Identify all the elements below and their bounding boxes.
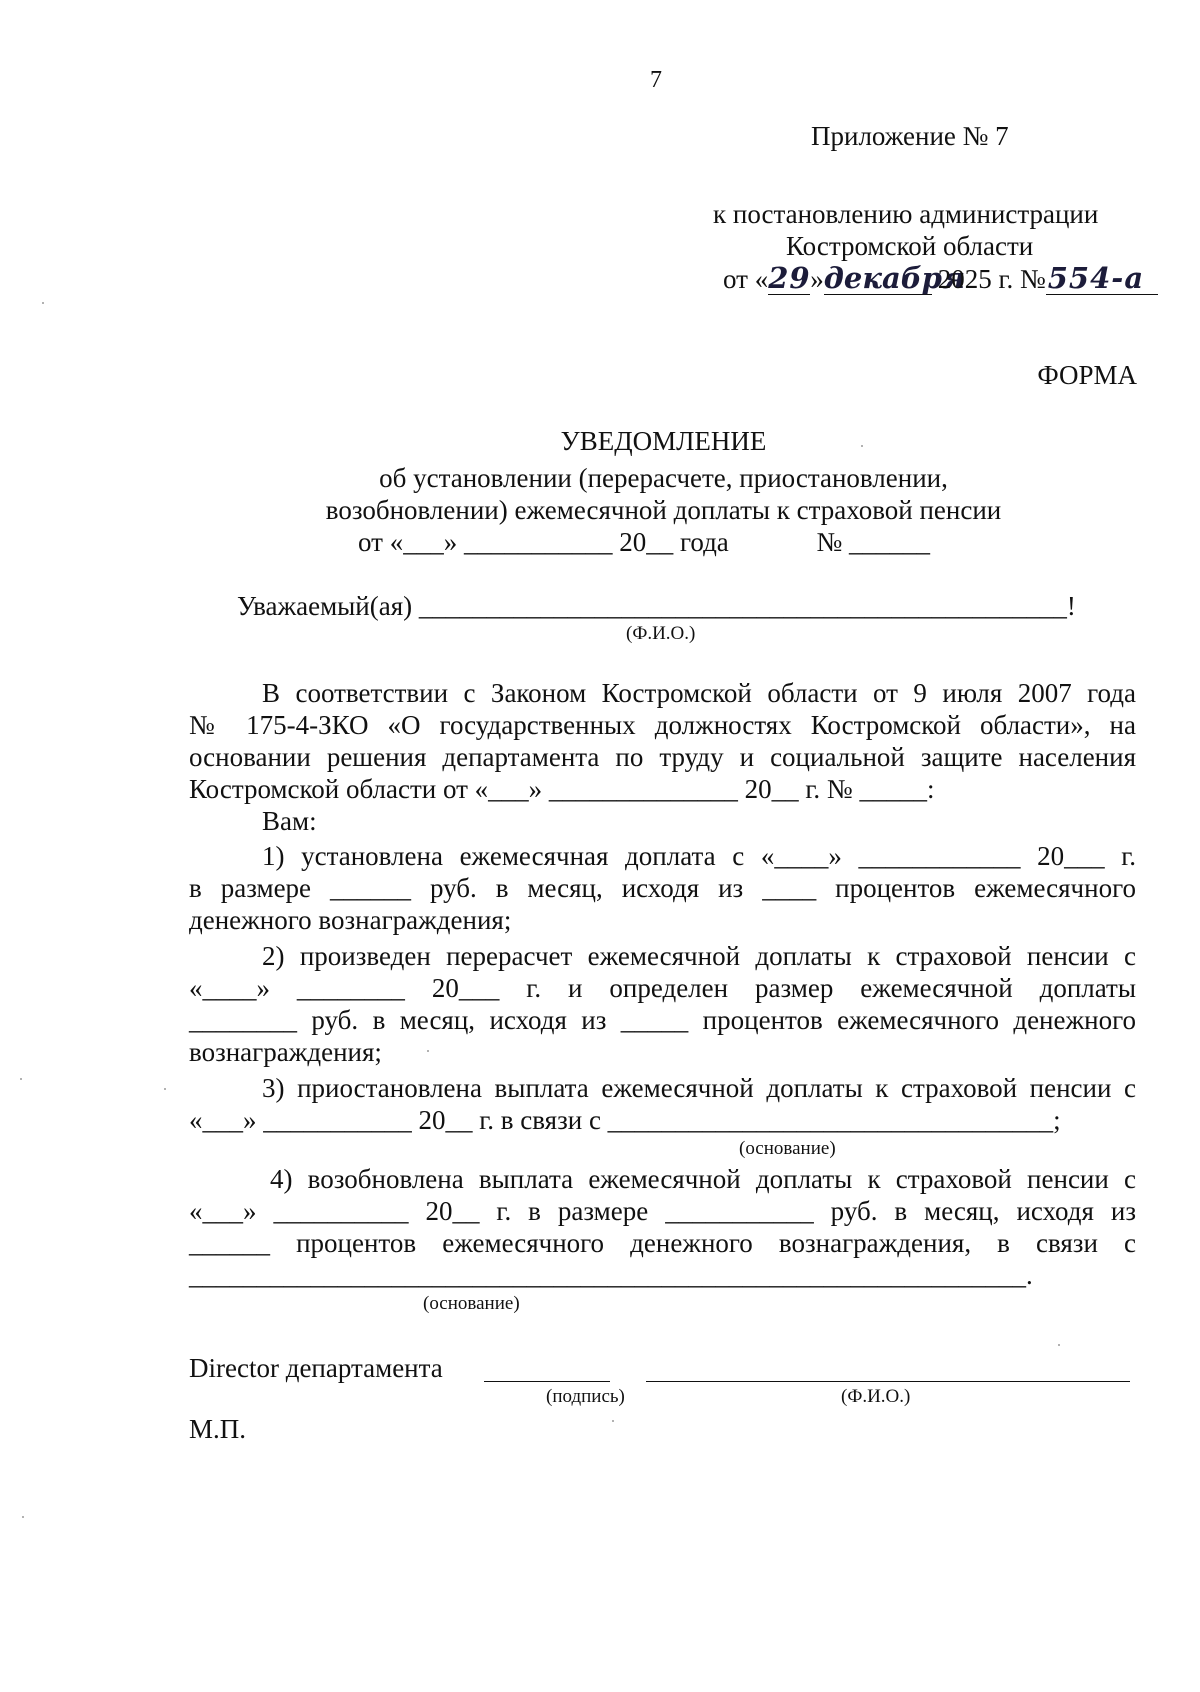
item-4-caption: (основание) bbox=[423, 1293, 520, 1314]
greeting-caption: (Ф.И.О.) bbox=[626, 623, 696, 644]
resolution-date-line bbox=[723, 262, 1158, 295]
item-1-line-1: 1) установлена ежемесячная доплата с «____» ____________ 20___ г. bbox=[262, 841, 1136, 871]
item-1-line-3: денежного вознаграждения; bbox=[189, 905, 512, 935]
item-2-line-1: 2) произведен перерасчет ежемесячной доплаты к страховой пенсии с bbox=[262, 941, 1136, 971]
scan-speck bbox=[427, 1050, 429, 1052]
item-3-caption: (основание) bbox=[739, 1138, 836, 1159]
item-4-line-4: ______________________________________________________________. bbox=[189, 1260, 1033, 1290]
date-mid: » bbox=[810, 264, 824, 294]
date-prefix: от « bbox=[723, 264, 769, 294]
greeting-line: Уважаемый(ая) ________________________________________________! bbox=[237, 591, 1076, 621]
signature-label: Director департамента bbox=[189, 1353, 443, 1383]
handwritten-day: 29 bbox=[768, 261, 811, 295]
scan-speck bbox=[1058, 1344, 1060, 1346]
region-label: Костромской области bbox=[786, 231, 1034, 261]
page-number: 7 bbox=[650, 67, 662, 93]
item-4-line-1: 4) возобновлена выплата ежемесячной доплаты к страховой пенсии с bbox=[270, 1164, 1136, 1194]
paragraph-1-line-2: № 175-4-ЗКО «О государственных должностях Костромской области», на bbox=[189, 710, 1136, 740]
name-line bbox=[646, 1381, 1130, 1382]
document-heading: УВЕДОМЛЕНИЕ bbox=[560, 426, 767, 456]
item-2-line-4: вознаграждения; bbox=[189, 1037, 382, 1067]
scan-speck bbox=[42, 302, 44, 304]
scan-speck bbox=[612, 1420, 614, 1422]
title-line-1: об установлении (перерасчете, приостановлении, bbox=[379, 463, 948, 493]
item-2-line-3: ________ руб. в месяц, исходя из _____ процентов ежемесячного денежного bbox=[189, 1005, 1136, 1035]
paragraph-1-line-3: основании решения департамента по труду и социальной защите населения bbox=[189, 742, 1136, 772]
signature-caption: (подпись) bbox=[546, 1386, 625, 1407]
item-4-line-3: ______ процентов ежемесячного денежного вознаграждения, в связи с bbox=[189, 1228, 1136, 1258]
scan-speck bbox=[861, 445, 863, 447]
item-2-line-2: «____» ________ 20___ г. и определен размер ежемесячной доплаты bbox=[189, 973, 1136, 1003]
scan-speck bbox=[22, 1516, 24, 1518]
item-3-line-2: «___» ___________ 20__ г. в связи с _________________________________; bbox=[189, 1105, 1061, 1135]
handwritten-number: 554-а bbox=[1046, 262, 1158, 295]
vam-label: Вам: bbox=[262, 806, 317, 836]
appendix-label: Приложение № 7 bbox=[811, 121, 1009, 151]
date-suffix: 2025 г. № bbox=[937, 264, 1046, 294]
item-1-line-2: в размере ______ руб. в месяц, исходя из ____ процентов ежемесячного bbox=[189, 873, 1136, 903]
paragraph-1-line-4: Костромской области от «___» ______________ 20__ г. № _____: bbox=[189, 774, 935, 804]
signature-line bbox=[484, 1381, 610, 1382]
item-4-line-2: «___» __________ 20__ г. в размере ___________ руб. в месяц, исходя из bbox=[189, 1196, 1136, 1226]
name-caption: (Ф.И.О.) bbox=[841, 1386, 911, 1407]
title-line-3: от «___» ___________ 20__ года № ______ bbox=[358, 527, 931, 557]
resolution-reference: к постановлению администрации bbox=[713, 199, 1099, 229]
handwritten-month: декабря bbox=[823, 261, 966, 295]
paragraph-1-line-1: В соответствии с Законом Костромской области от 9 июля 2007 года bbox=[262, 678, 1136, 708]
form-label: ФОРМА bbox=[1037, 360, 1137, 390]
title-line-2: возобновлении) ежемесячной доплаты к страховой пенсии bbox=[325, 495, 1002, 525]
item-3-line-1: 3) приостановлена выплата ежемесячной доплаты к страховой пенсии с bbox=[262, 1073, 1136, 1103]
stamp-placeholder: М.П. bbox=[189, 1414, 247, 1444]
scan-speck bbox=[20, 1078, 22, 1080]
scan-speck bbox=[164, 1088, 166, 1090]
